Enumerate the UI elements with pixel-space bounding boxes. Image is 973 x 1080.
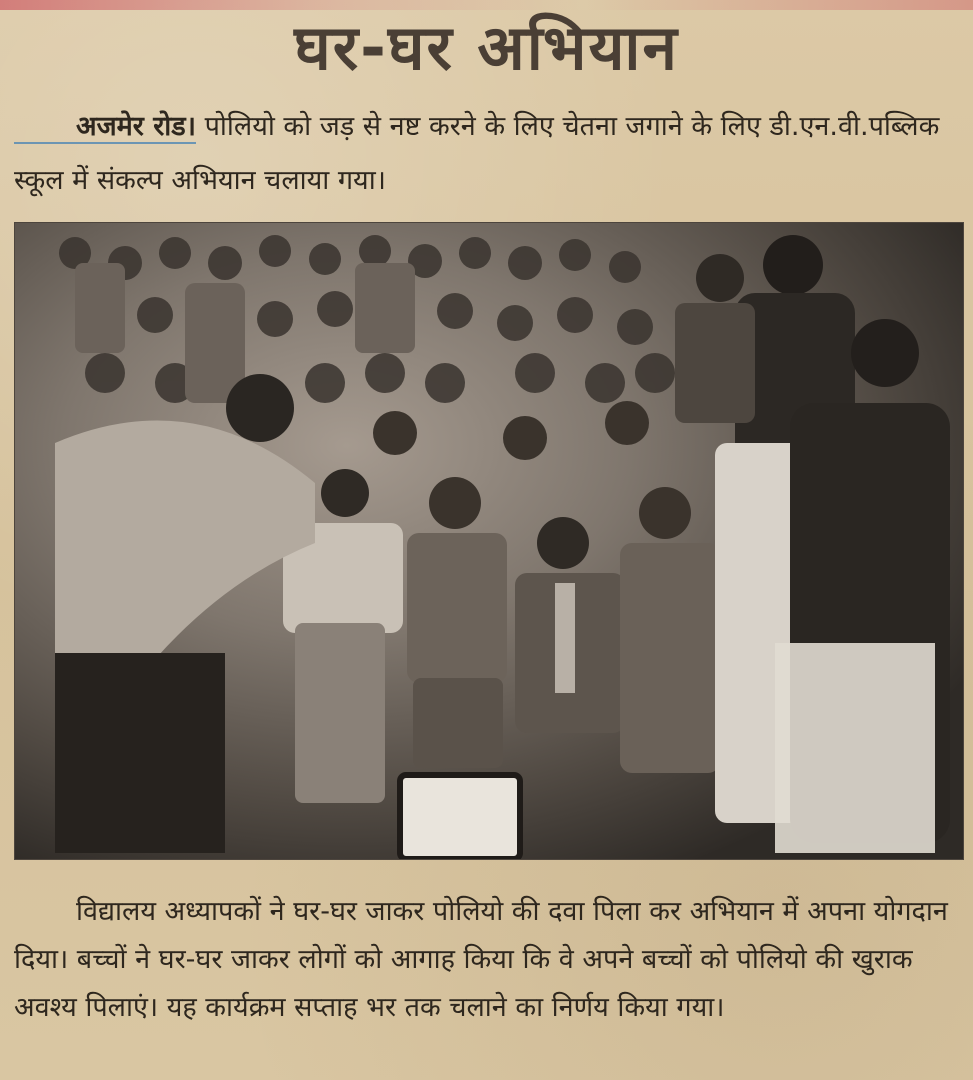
dateline: अजमेर रोड। xyxy=(14,111,196,144)
body-paragraph xyxy=(14,888,969,1032)
lead-paragraph xyxy=(14,100,969,208)
body-text: विद्यालय अध्यापकों ने घर-घर जाकर पोलियो की दवा पिला कर अभियान में अपना योगदान दिया। बच्चों ने घर-घर जाकर लोगों को आगाह किया कि वे अपने बच्चों को पोलियो की खुराक अवश्य पिलाएं। यह कार्यक्रम सप्ताह भर तक चलाने का निर्णय किया गया। xyxy=(14,896,948,1023)
news-photo xyxy=(14,222,964,860)
headline: घर-घर अभियान xyxy=(294,11,679,84)
lead-text: पोलियो को जड़ से नष्ट करने के लिए चेतना जगाने के लिए डी.एन.वी.पब्लिक स्कूल में संकल्प अभियान चलाया गया। xyxy=(14,111,940,196)
group-photo-icon xyxy=(15,223,963,859)
